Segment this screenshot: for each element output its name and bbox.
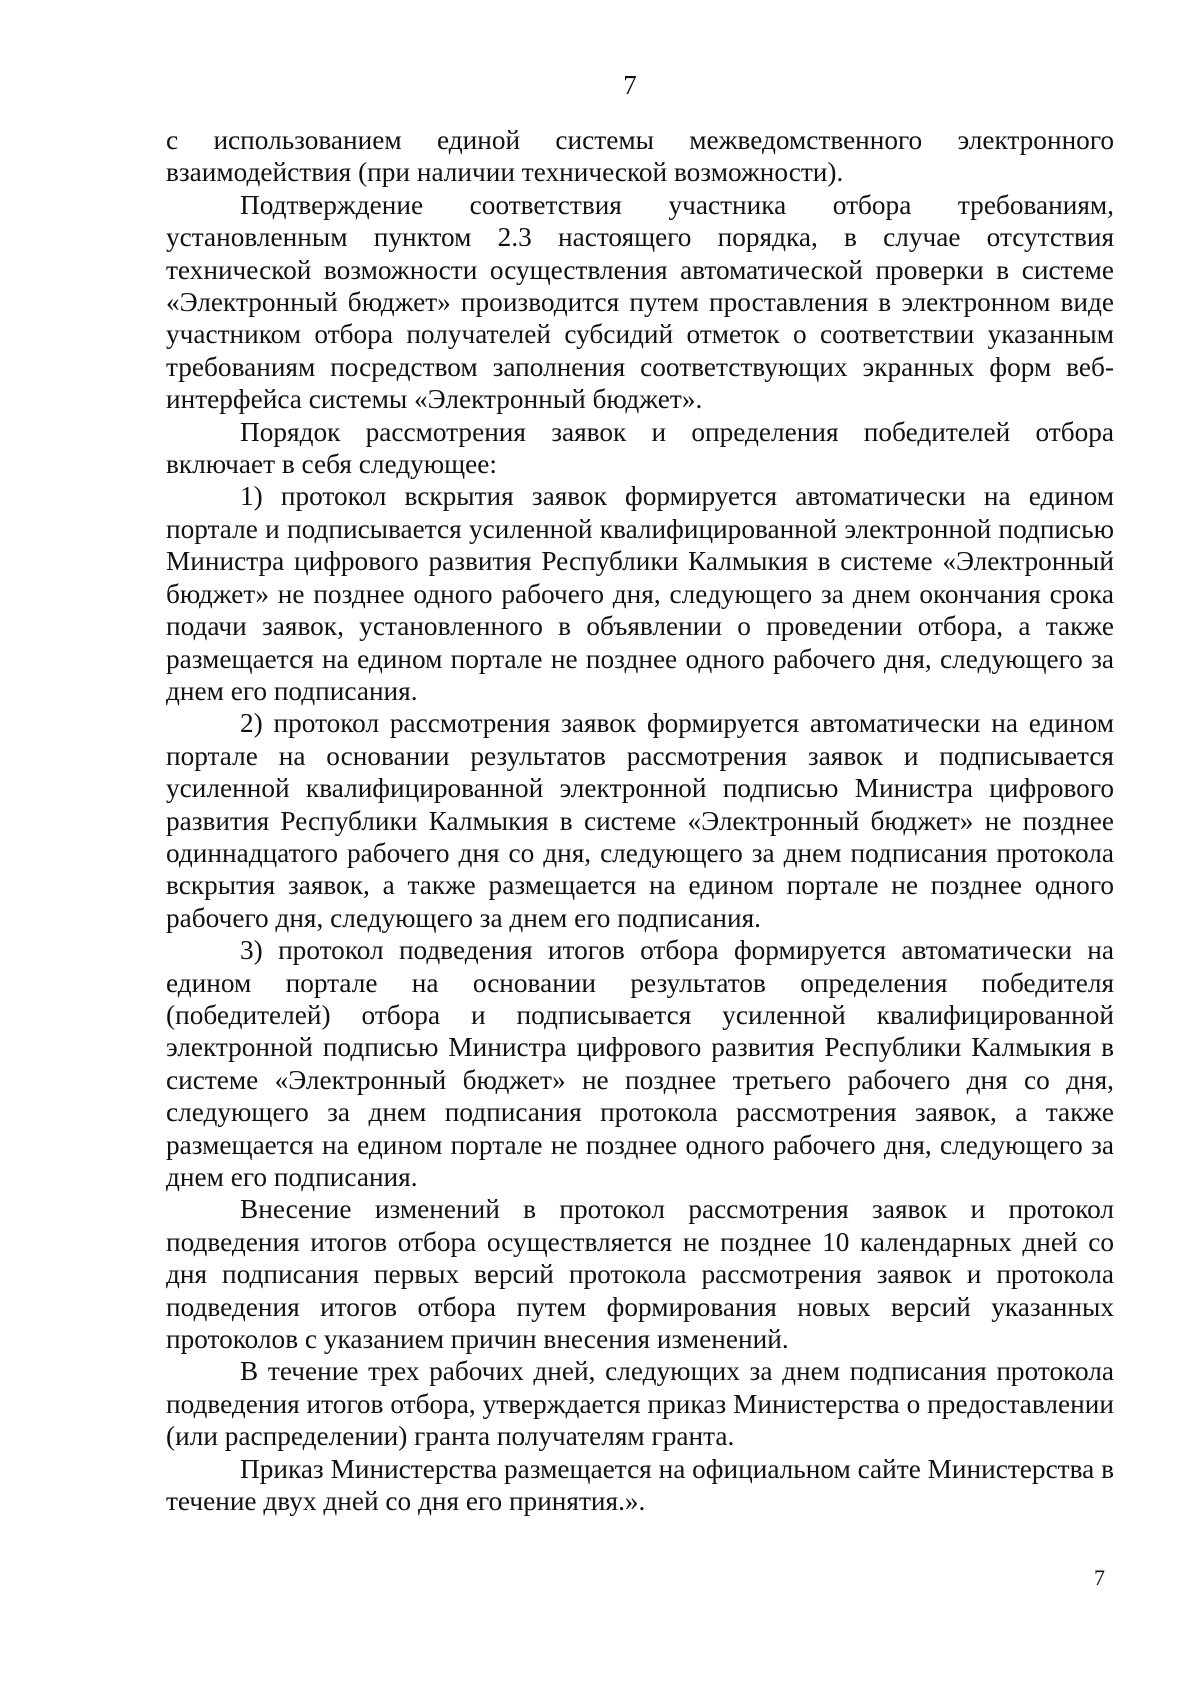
paragraph-protocol-amendments: Внесение изменений в протокол рассмотрения заявок и протокол подведения итогов отбора осуществляется не позднее 10 календарных дней со дня подписания первых версий протокола рассмотрения заявок и протокола подведения итогов отбора путем формирования новых версий указанных протоколов с указанием причин внесения изменений.: [166, 1194, 1114, 1355]
paragraph-compliance-confirmation: Подтверждение соответствия участника отбора требованиям, установленным пунктом 2.3 настоящего порядка, в случае отсутствия технической возможности осуществления автоматической проверки в системе «Электронный бюджет» производится путем проставления в электронном виде участником отбора получателей субсидий отметок о соответствии указанным требованиям посредством заполнения соответствующих экранных форм веб-интерфейса системы «Электронный бюджет».: [166, 189, 1114, 415]
list-item-opening-protocol: 1) протокол вскрытия заявок формируется автоматически на едином портале и подписывается усиленной квалифицированной электронной подписью Министра цифрового развития Республики Калмыкия в системе «Электронный бюджет» не позднее одного рабочего дня, следующего за днем окончания срока подачи заявок, установленного в объявлении о проведении отбора, а также размещается на едином портале не позднее одного рабочего дня, следующего за днем его подписания.: [166, 481, 1114, 706]
paragraph-continuation: с использованием единой системы межведомственного электронного взаимодействия (при наличии технической возможности).: [166, 125, 1114, 188]
list-item-results-protocol: 3) протокол подведения итогов отбора формируется автоматически на едином портале на основании результатов определения победителя (победителей) отбора и подписывается усиленной квалифицированной электронной подписью Министра цифрового развития Республики Калмыкия в системе «Электронный бюджет» не позднее третьего рабочего дня со дня, следующего за днем подписания протокола рассмотрения заявок, а также размещается на едином портале не позднее одного рабочего дня, следующего за днем его подписания.: [166, 935, 1114, 1192]
page-number-bottom: 7: [1094, 1565, 1105, 1590]
list-item-review-protocol: 2) протокол рассмотрения заявок формируется автоматически на едином портале на основании результатов рассмотрения заявок и подписывается усиленной квалифицированной электронной подписью Министра цифрового развития Республики Калмыкия в системе «Электронный бюджет» не позднее одиннадцатого рабочего дня со дня, следующего за днем подписания протокола вскрытия заявок, а также размещается на едином портале не позднее одного рабочего дня, следующего за днем его подписания.: [166, 708, 1114, 933]
document-body: [166, 124, 1114, 1517]
paragraph-ministry-order: В течение трех рабочих дней, следующих за днем подписания протокола подведения итогов отбора, утверждается приказ Министерства о предоставлении (или распределении) гранта получателям гранта.: [166, 1356, 1114, 1452]
page-number-top: 7: [623, 70, 637, 100]
paragraph-review-procedure: Порядок рассмотрения заявок и определения победителей отбора включает в себя следующее:: [166, 416, 1114, 480]
paragraph-order-publication: Приказ Министерства размещается на официальном сайте Министерства в течение двух дней со дня его принятия.».: [166, 1453, 1114, 1517]
